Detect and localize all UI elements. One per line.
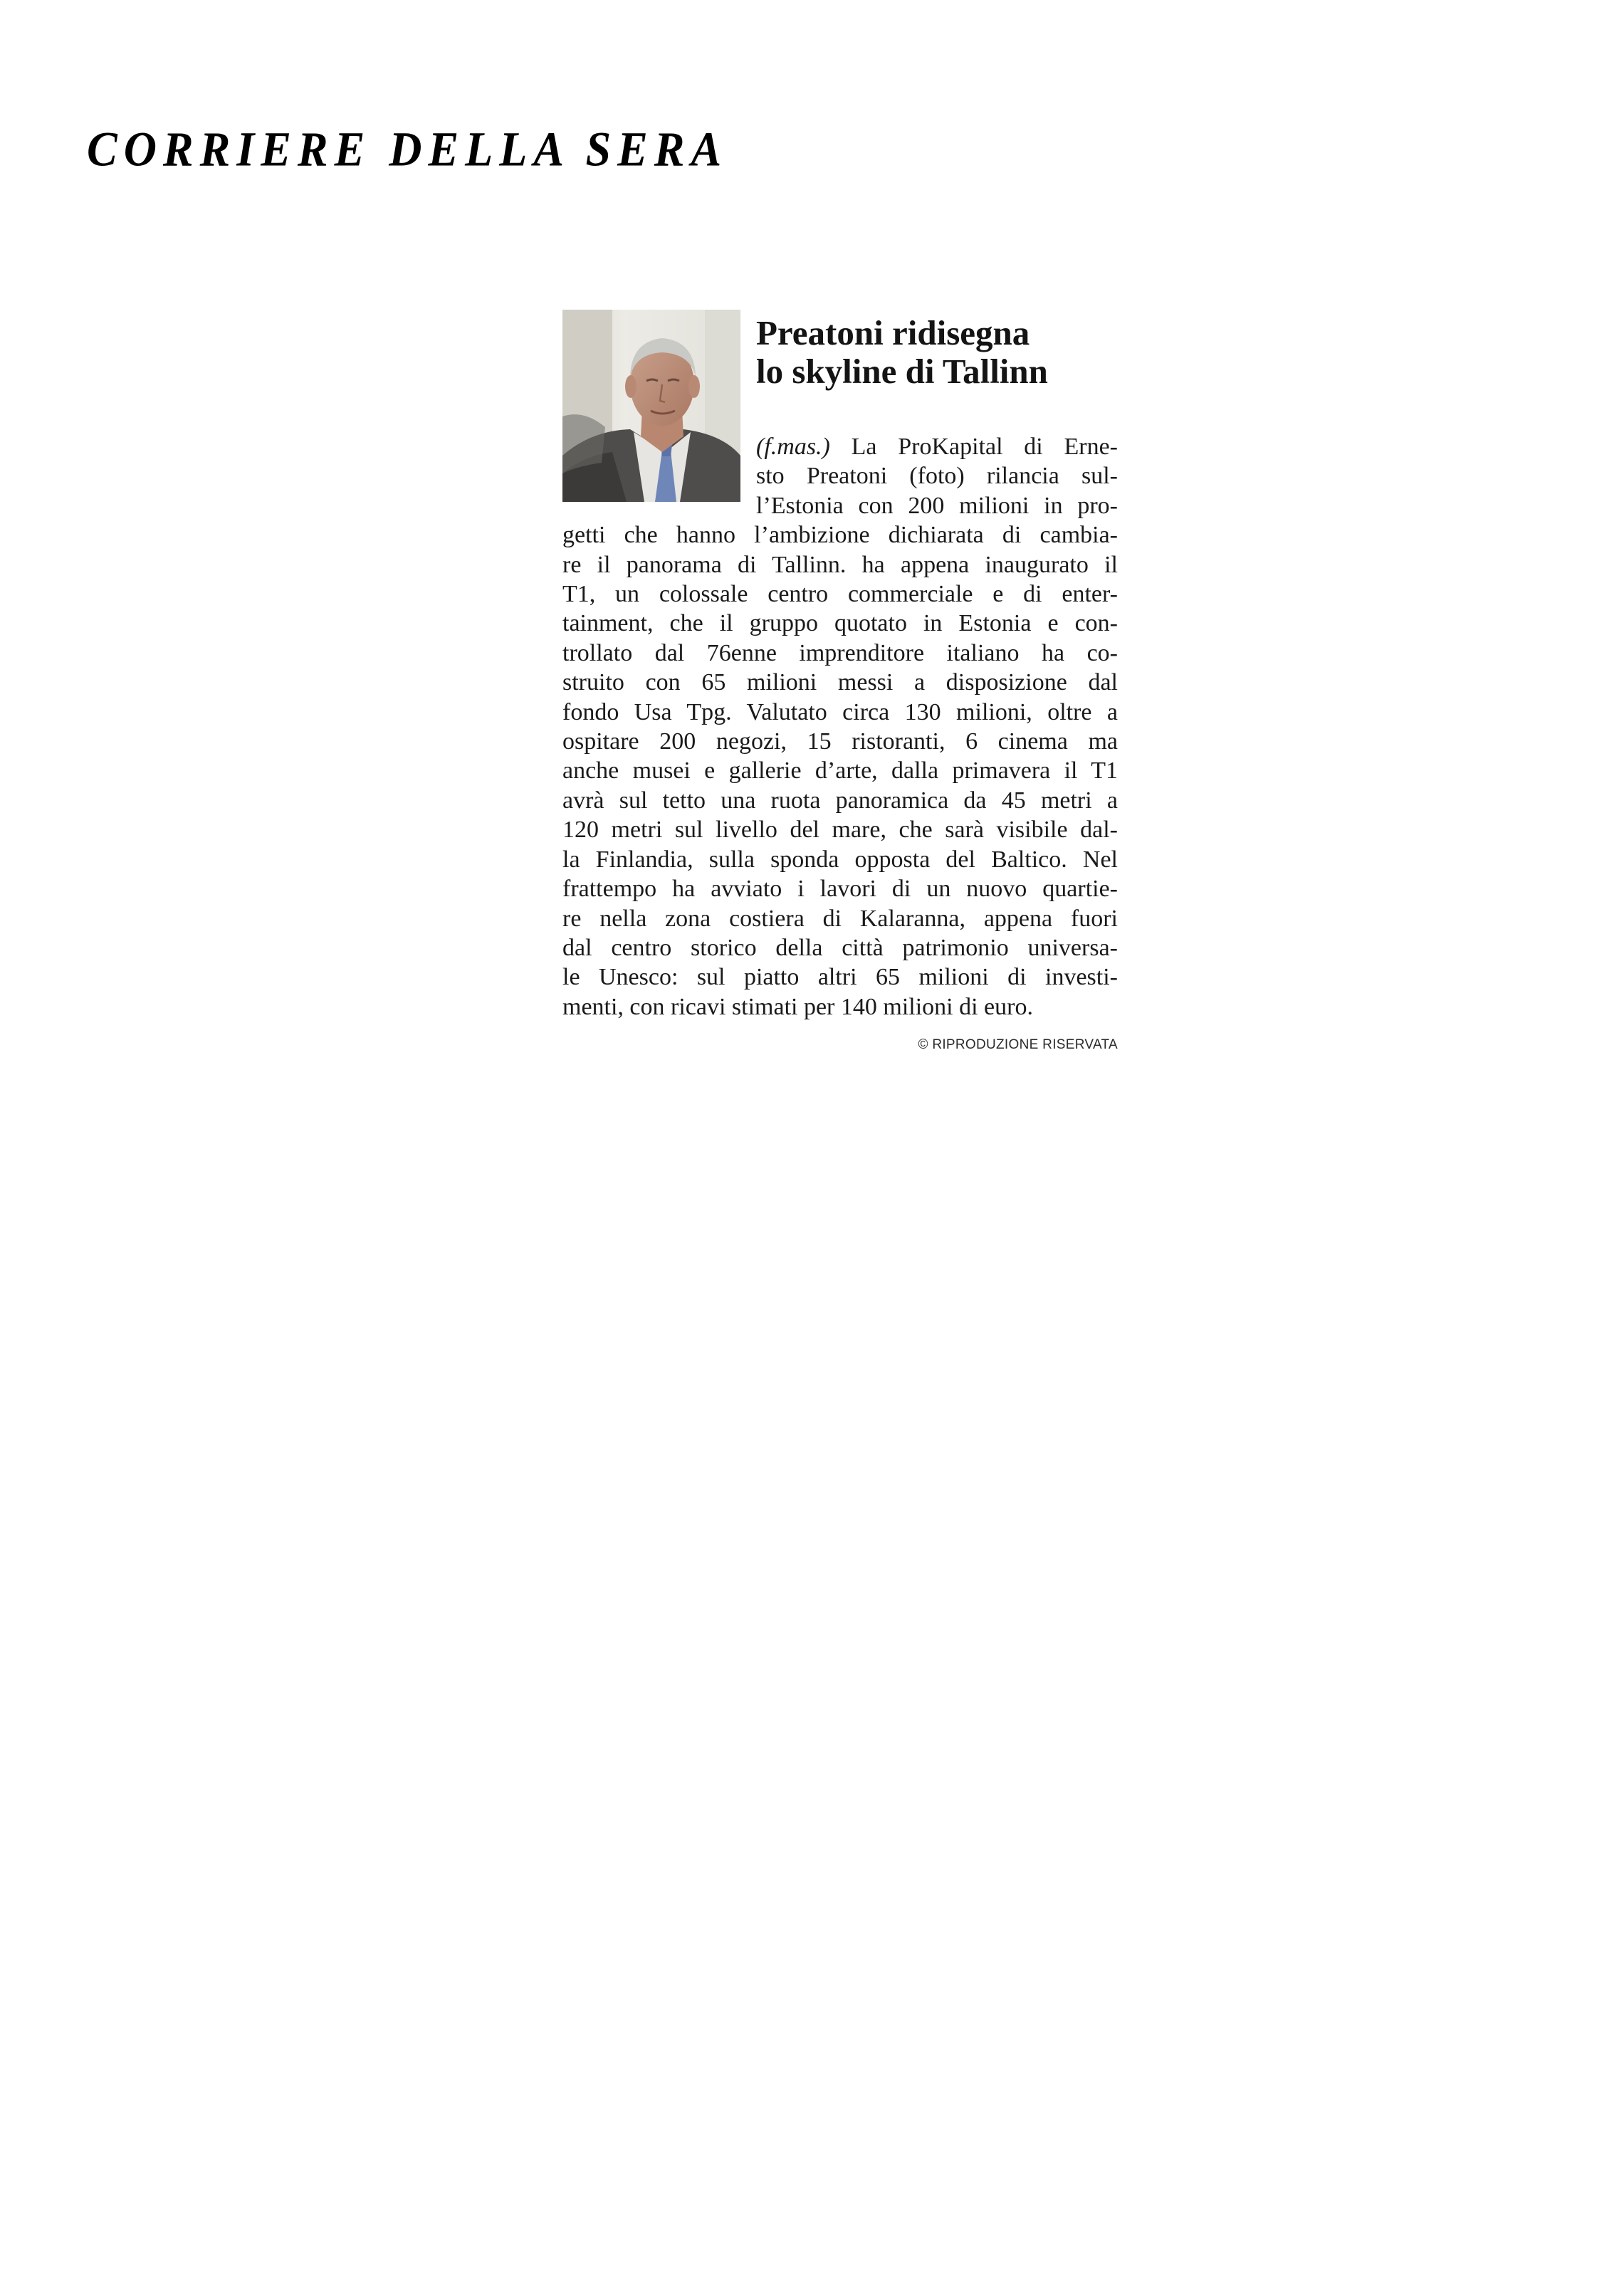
body-line: fondo Usa Tpg. Valutato circa 130 milioni, oltre a xyxy=(562,698,1118,725)
body-line xyxy=(562,432,1118,461)
body-line: sto Preatoni (foto) rilancia sul- xyxy=(756,463,1118,490)
body-line: 120 metri sul livello del mare, che sarà visibile dal- xyxy=(562,817,1118,844)
article-headline xyxy=(756,314,1118,391)
body-line: T1, un colossale centro commerciale e di enter- xyxy=(562,581,1118,608)
body-line: re nella zona costiera di Kalaranna, appena fuori xyxy=(562,905,1118,932)
body-line: la Finlandia, sulla sponda opposta del Baltico. Nel xyxy=(562,846,1118,873)
body-line: avrà sul tetto una ruota panoramica da 45 metri a xyxy=(562,787,1118,814)
headline-line-1: Preatoni ridisegna xyxy=(756,313,1030,352)
body-line-text: La ProKapital di Erne- xyxy=(829,434,1118,460)
headline-line-2: lo skyline di Tallinn xyxy=(756,352,1048,391)
body-line: dal centro storico della città patrimonio universa- xyxy=(562,934,1118,961)
body-line: anche musei e gallerie d’arte, dalla primavera il T1 xyxy=(562,757,1118,785)
masthead-logo: CORRIERE DELLA SERA xyxy=(87,122,728,177)
article-body xyxy=(562,432,1118,1022)
body-line: menti, con ricavi stimati per 140 milioni di euro. xyxy=(562,993,1033,1020)
body-line: tainment, che il gruppo quotato in Estonia e con- xyxy=(562,610,1118,637)
body-line: le Unesco: sul piatto altri 65 milioni di investi- xyxy=(562,964,1118,991)
body-line: frattempo ha avviato i lavori di un nuovo quartie- xyxy=(562,876,1118,903)
body-line: ospitare 200 negozi, 15 ristoranti, 6 cinema ma xyxy=(562,728,1118,755)
body-line: re il panorama di Tallinn. ha appena inaugurato il xyxy=(562,551,1118,578)
byline: (f.mas.) xyxy=(756,434,830,460)
body-line: l’Estonia con 200 milioni in pro- xyxy=(756,492,1118,519)
copyright-notice: © RIPRODUZIONE RISERVATA xyxy=(918,1037,1118,1052)
body-line: struito con 65 milioni messi a disposizione dal xyxy=(562,669,1118,696)
body-line: trollato dal 76enne imprenditore italiano ha co- xyxy=(562,639,1118,666)
body-line: getti che hanno l’ambizione dichiarata di cambia- xyxy=(562,522,1118,549)
